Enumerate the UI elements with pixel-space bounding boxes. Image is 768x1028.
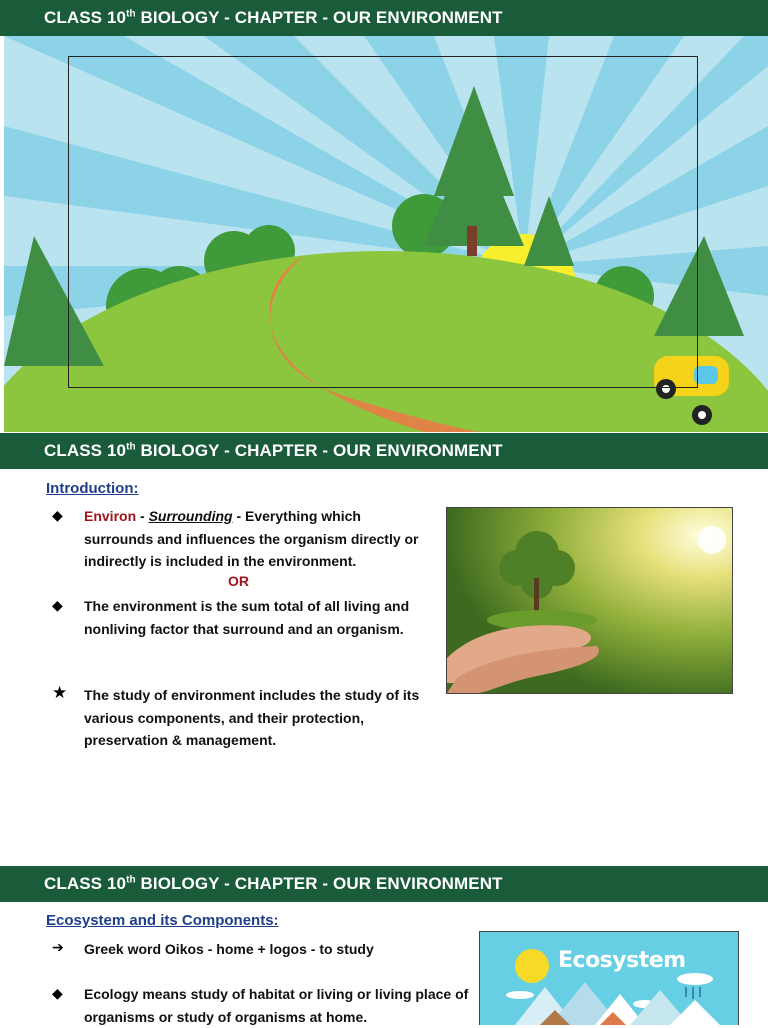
slide-header-2: CLASS 10th BIOLOGY - CHAPTER - OUR ENVIRONMENT — [0, 433, 768, 469]
intro-point-sum-total: The environment is the sum total of all living and nonliving factor that surround and an organism. — [84, 598, 410, 637]
ecosystem-image-label: Ecosystem — [558, 948, 686, 973]
ecosystem-picture — [480, 932, 738, 1025]
intro-point-environ: Environ - Surrounding - Everything which surrounds and influences the organism directly or indirectly is included in the environment. — [84, 508, 419, 569]
ecosystem-point-greek: Greek word Oikos - home + logos - to study — [84, 941, 374, 957]
ecosystem-image — [479, 931, 739, 1025]
star-bullet-icon: ★ — [52, 683, 68, 702]
or-separator: OR — [228, 573, 249, 589]
ecosystem-title: Ecosystem and its Components: — [46, 912, 279, 929]
intro-point-study: The study of environment includes the study of its various components, and their protection, preservation & management. — [84, 687, 420, 748]
tree-in-hands-image — [446, 507, 733, 694]
introduction-title: Introduction: — [46, 480, 139, 497]
diamond-bullet-icon: ◆ — [52, 597, 63, 613]
slide-header-1: CLASS 10th BIOLOGY - CHAPTER - OUR ENVIRONMENT — [0, 0, 768, 36]
tree-in-hands-picture — [447, 508, 732, 693]
diamond-bullet-icon: ◆ — [52, 507, 63, 523]
ecosystem-point-ecology: Ecology means study of habitat or living or living place of organisms or study of organisms at home. — [84, 986, 469, 1025]
image-frame — [68, 56, 698, 388]
diamond-bullet-icon: ◆ — [52, 985, 63, 1001]
arrow-bullet-icon: ➔ — [52, 939, 64, 955]
slide-header-3: CLASS 10th BIOLOGY - CHAPTER - OUR ENVIRONMENT — [0, 866, 768, 902]
environment-illustration — [4, 36, 768, 432]
